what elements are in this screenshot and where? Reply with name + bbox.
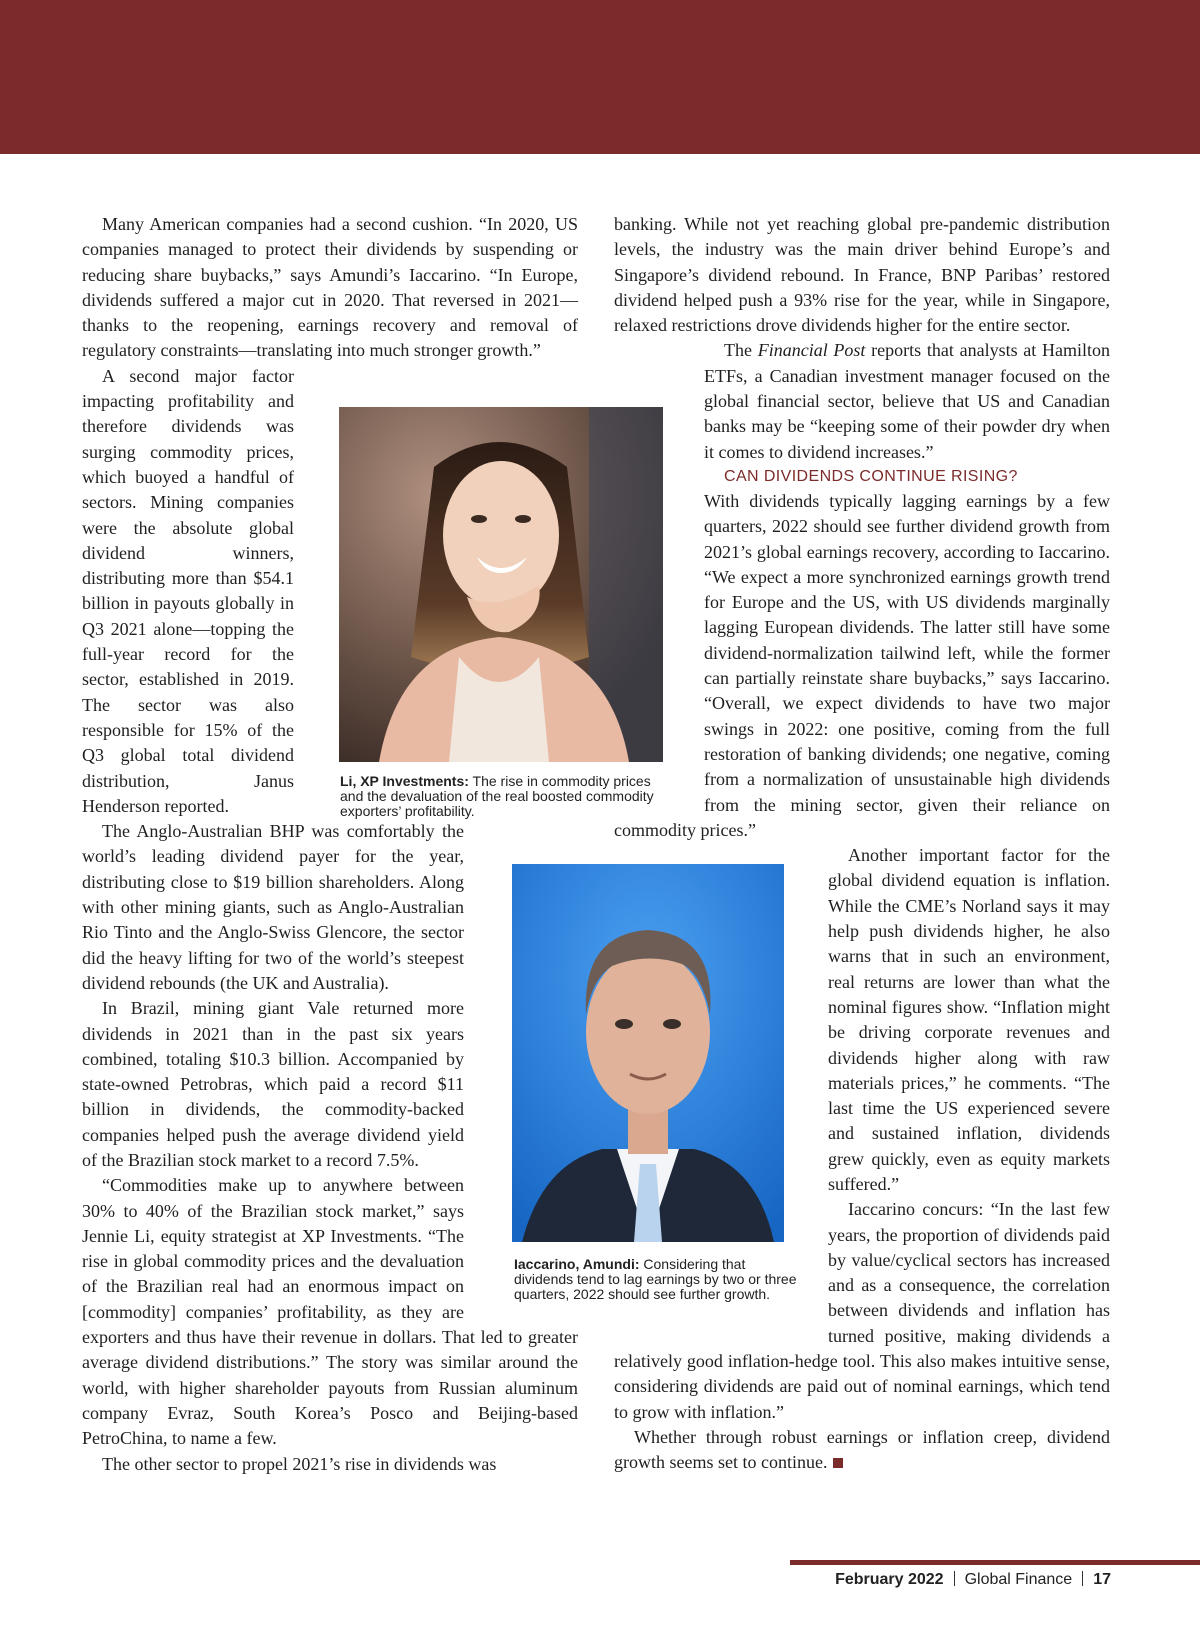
left-paragraph-5: “Commodities make up to anywhere between 30% to 40% of the Brazilian stock market,” says Jennie Li, equity strategist at XP Investments. “The rise in global commodity prices and the devaluation of the Brazilian real had an enormous impact on [commodity] companies’ profitability, as they are exporters and thus have their revenue in dollars. That led to greater average dividend distributions.” The story was similar around the world, with higher shareholder payouts from Russian aluminum company Evraz, South Korea’s Posco and Beijing-based PetroChina, to name a few. <box>82 1175 578 1449</box>
caption-iaccarino-lead: Iaccarino, Amundi: <box>514 1256 640 1272</box>
closing-text: Whether through robust earnings or inflation creep, dividend growth seems set to continue. <box>614 1426 1110 1473</box>
footer-separator <box>954 1571 955 1586</box>
issue-date: February 2022 <box>835 1571 944 1588</box>
footer-rule <box>790 1560 1200 1565</box>
right-paragraph-5: Iaccarino concurs: “In the last few years, the proportion of dividends paid by value/cyclical sectors has increased and as a consequence, the correlation between dividends and inflation has turned positive, making dividends a relatively good inflation-hedge tool. This also makes intuitive sense, considering dividends are paid out of nominal earnings, which tend to grow with inflation.” <box>614 1199 1110 1422</box>
portrait-li-illustration <box>339 407 663 762</box>
caption-li-lead: Li, XP Investments: <box>340 773 469 789</box>
section-heading: CAN DIVIDENDS CONTINUE RISING? <box>724 467 1018 485</box>
left-column <box>82 212 578 1477</box>
right-paragraph-3: With dividends typically lagging earnings by a few quarters, 2022 should see further dividend growth from 2021’s global earnings recovery, according to Iaccarino. “We expect a more synchronized earnings growth trend for Europe and the US, with US dividends marginally lagging European dividends. The latter still have some dividend-normalization tailwind left, while the former can partially reinstate share buybacks,” says Iaccarino. “Overall, we expect dividends to have two major swings in 2022: one positive, coming from the full restoration of banking dividends; one negative, coming from a normalization of unsustainable high dividends from the mining sector, given their reliance on commodity prices.” <box>614 490 1110 840</box>
p2-intro: The <box>724 340 752 361</box>
left-paragraph-6: The other sector to propel 2021’s rise in dividends was <box>102 1453 497 1474</box>
page-number: 17 <box>1093 1571 1111 1588</box>
left-paragraph-2: A second major factor impacting profitability and therefore dividends was surging commodity prices, which buoyed a handful of sectors. Mining companies were the absolute global dividend winners, distributing more than $54.1 billion in payouts globally in Q3 2021 alone—topping the full-year record for the sector, established in 2019. The sector was also responsible for 15% of the Q3 global total dividend distribution, Janus Henderson reported. <box>82 365 294 816</box>
publication-title: Global Finance <box>964 1571 1073 1588</box>
left-paragraph-1: Many American companies had a second cushion. “In 2020, US companies managed to protect their dividends by suspending or reducing share buybacks,” says Amundi’s Iaccarino. “In Europe, dividends suffered a major cut in 2020. That reversed in 2021—thanks to the reopening, earnings recovery and removal of regulatory constraints—translating into much stronger growth.” <box>82 214 578 361</box>
caption-li-text: The rise in commodity prices and the devaluation of the real boosted commodity exporters’ profitability. <box>340 773 654 819</box>
photo-iaccarino <box>512 864 784 1242</box>
left-paragraph-4: In Brazil, mining giant Vale returned more dividends in 2021 than in the past six years combined, totaling $10.3 billion. Accompanied by state-owned Petrobras, which paid a record $11 billion in dividends, the commodity-backed companies helped push the average dividend yield of the Brazilian stock market to a record 7.5%. <box>82 998 464 1170</box>
caption-iaccarino <box>514 1257 799 1302</box>
footer-separator <box>1082 1571 1083 1586</box>
right-paragraph-4: Another important factor for the global dividend equation is inflation. While the CME’s Norland says it may help push dividends higher, he also warns that in such an environment, real returns are lower than what the nominal figures show. “Inflation might be driving corporate revenues and dividends higher along with raw materials prices,” he comments. “The last time the US experienced severe and sustained inflation, dividends grew quickly, even as equity markets suffered.” <box>828 845 1110 1194</box>
publication-name: Financial Post <box>757 340 866 361</box>
right-paragraph-6 <box>614 1425 1110 1476</box>
page-footer <box>835 1570 1111 1590</box>
end-of-article-mark <box>833 1458 843 1468</box>
left-paragraph-3: The Anglo-Australian BHP was comfortably the world’s leading dividend payer for the year, distributing close to $19 billion shareholders. Along with other mining giants, such as Anglo-Australian Rio Tinto and the Anglo-Swiss Glencore, the sector did the heavy lifting for two of the world’s steepest dividend rebounds (the UK and Australia). <box>82 821 464 993</box>
right-paragraph-1: banking. While not yet reaching global pre-pandemic distribution levels, the industry was the main driver behind Europe’s and Singapore’s dividend rebound. In France, BNP Paribas’ restored dividend helped push a 93% rise for the year, while in Singapore, relaxed restrictions drove dividends higher for the entire sector. <box>614 214 1110 336</box>
caption-iaccarino-text: Considering that dividends tend to lag earnings by two or three quarters, 2022 should see further growth. <box>514 1256 797 1302</box>
caption-li <box>340 774 660 819</box>
portrait-iaccarino-illustration <box>512 864 784 1242</box>
p2-rest: reports that analysts at Hamilton ETFs, a Canadian investment manager focused on the global financial sector, believe that US and Canadian banks may be “keeping some of their powder dry when it comes to dividend increases.” <box>704 340 1111 462</box>
header-band <box>0 0 1200 154</box>
photo-jennie-li <box>339 407 663 762</box>
